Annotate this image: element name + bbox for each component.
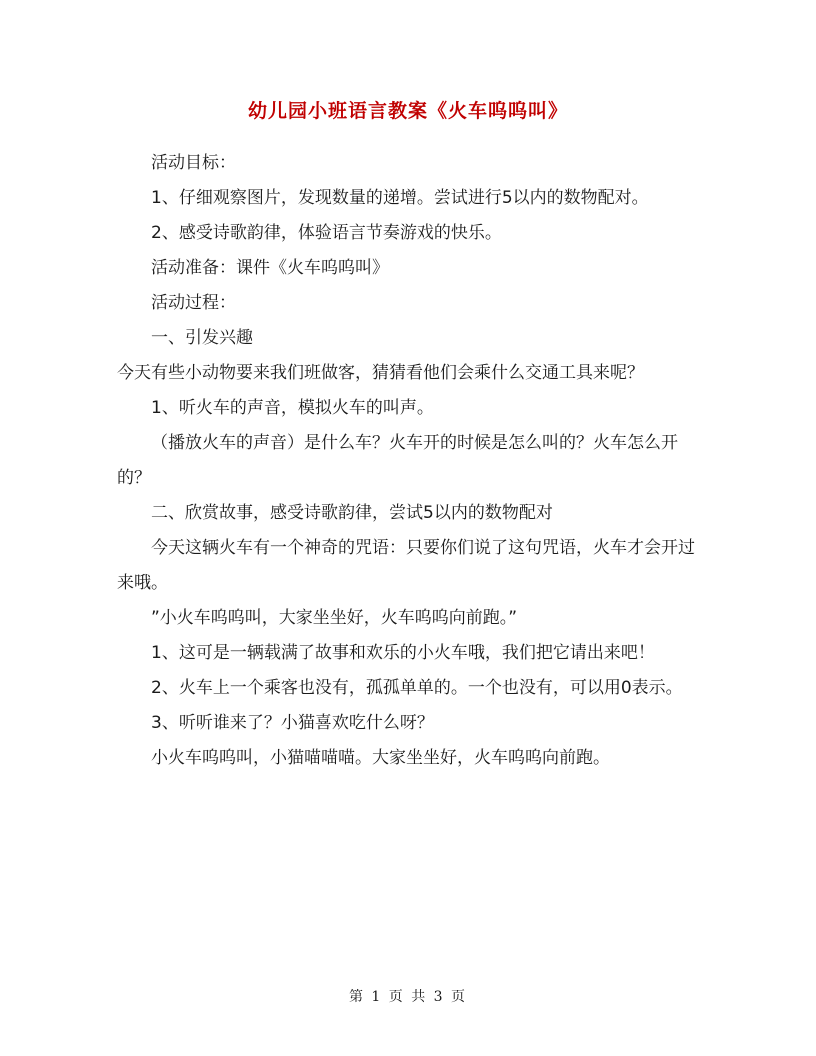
paragraph-preparation: 活动准备：课件《火车呜呜叫》 — [151, 258, 389, 278]
paragraph-poem-line: 小火车呜呜叫，小猫喵喵喵。大家坐坐好，火车呜呜向前跑。 — [151, 748, 610, 768]
paragraph-story-2: 2、火车上一个乘客也没有，孤孤单单的。一个也没有，可以用0表示。 — [151, 678, 683, 698]
paragraph-activity-goals: 活动目标： — [151, 153, 236, 173]
paragraph-spell-text: ”小火车呜呜叫，大家坐坐好，火车呜呜向前跑。” — [151, 608, 518, 628]
paragraph-section-1: 一、引发兴趣 — [151, 328, 253, 348]
paragraph-train-sound: （播放火车的声音）是什么车？火车开的时候是怎么叫的？火车怎么开的？ — [117, 433, 678, 488]
paragraph-goal-1: 1、仔细观察图片，发现数量的递增。尝试进行5以内的数物配对。 — [151, 188, 649, 208]
paragraph-section-2: 二、欣赏故事，感受诗歌韵律，尝试5以内的数物配对 — [151, 503, 553, 523]
paragraph-goal-2: 2、感受诗歌韵律，体验语言节奏游戏的快乐。 — [151, 223, 502, 243]
paragraph-magic-spell: 今天这辆火车有一个神奇的咒语：只要你们说了这句咒语，火车才会开过来哦。 — [117, 538, 695, 593]
paragraph-intro-question: 今天有些小动物要来我们班做客，猜猜看他们会乘什么交通工具来呢？ — [117, 363, 644, 383]
paragraph-step-1: 1、听火车的声音，模拟火车的叫声。 — [151, 398, 434, 418]
paragraph-story-1: 1、这可是一辆载满了故事和欢乐的小火车哦，我们把它请出来吧！ — [151, 643, 655, 663]
paragraph-story-3: 3、听听谁来了？小猫喜欢吃什么呀？ — [151, 713, 434, 733]
document-title: 幼儿园小班语言教案《火车呜呜叫》 — [247, 100, 568, 122]
paragraph-process: 活动过程： — [151, 293, 236, 313]
document-body — [117, 146, 707, 776]
page-footer: 第 1 页 共 3 页 — [348, 989, 468, 1005]
